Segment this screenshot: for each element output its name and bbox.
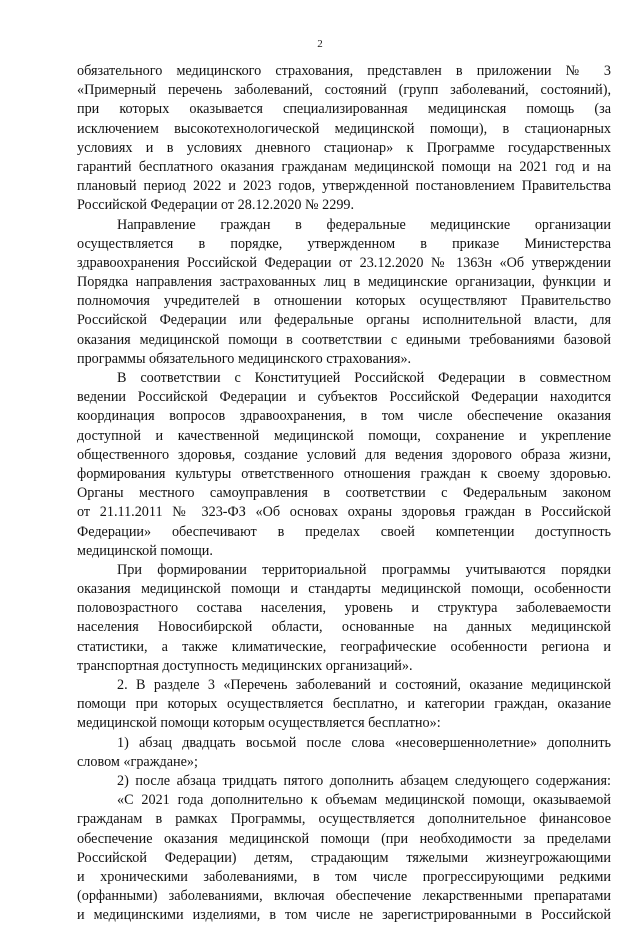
text-line: транспортная доступность медицинских организаций». xyxy=(77,657,413,674)
text-line: при которых оказывается специализированная медицинская помощь (за xyxy=(77,101,611,118)
text-line: исключением высокотехнологической медицинской помощи), в стационарных xyxy=(77,120,611,137)
text-line: Органы местного самоуправления в соответствии с Федеральным законом xyxy=(77,485,611,502)
text-line: половозрастного состава населения, уровень и структура заболеваемости xyxy=(77,600,611,617)
text-line: обязательного медицинского страхования, представлен в приложении № 3 xyxy=(77,63,611,79)
text-line: Направление граждан в федеральные медицинские организации xyxy=(117,216,611,233)
text-line: оказания медицинской помощи в соответствии с едиными требованиями базовой xyxy=(77,331,611,348)
text-line: 2. В разделе 3 «Перечень заболеваний и состояний, оказание медицинской xyxy=(117,677,611,693)
text-line: программы обязательного медицинского страхования». xyxy=(77,350,412,367)
text-line: (орфанными) заболеваниями, включая обеспечение лекарственными препаратами xyxy=(77,888,611,905)
text-line: медицинской помощи. xyxy=(77,542,213,559)
text-line: Порядка направления застрахованных лиц в медицинские организации, функции и xyxy=(77,274,611,291)
text-line: населения Новосибирской области, основанные на данных медицинской xyxy=(77,619,611,636)
text-line: В соответствии с Конституцией Российской Федерации в совместном xyxy=(117,370,611,386)
text-line: помощи при которых осуществляется бесплатно, и категории граждан, оказание xyxy=(77,696,611,713)
text-line: здравоохранения Российской Федерации от 23.12.2020 № 1363н «Об утверждении xyxy=(77,254,611,271)
text-line: Федерации» обеспечивают в пределах своей компетенции доступность xyxy=(77,523,611,540)
text-line: от 21.11.2011 № 323-ФЗ «Об основах охраны здоровья граждан в Российской xyxy=(77,504,611,521)
page-number: 2 xyxy=(317,38,323,50)
text-line: общественного здоровья, создание условий для ведения здорового образа жизни, xyxy=(77,446,611,463)
text-line: полномочия учредителей в отношении которых осуществляют Правительство xyxy=(77,293,611,310)
text-line: условиях и в условиях дневного стационар» к Программе государственных xyxy=(77,139,611,156)
text-line: и хроническими заболеваниями, в том числе прогрессирующими редкими xyxy=(77,868,611,885)
text-line: ведении Российской Федерации и субъектов Российской Федерации находится xyxy=(77,389,611,406)
text-line: Российской Федерации или федеральные органы исполнительной власти, для xyxy=(77,312,611,329)
text-line: координация вопросов здравоохранения, в том числе обеспечение оказания xyxy=(77,408,611,425)
text-line: и медицинскими изделиями, в том числе не зарегистрированными в Российской xyxy=(77,907,611,924)
text-line: осуществляется в порядке, утвержденном в приказе Министерства xyxy=(77,235,611,252)
text-line: Российской Федерации от 28.12.2020 № 2299. xyxy=(77,197,355,214)
text-line: 1) абзац двадцать восьмой после слова «несовершеннолетние» дополнить xyxy=(117,734,611,751)
text-line: медицинской помощи которым осуществляется бесплатно»: xyxy=(77,715,441,732)
text-line: «С 2021 года дополнительно к объемам медицинской помощи, оказываемой xyxy=(117,792,611,809)
text-line: При формировании территориальной программы учитываются порядки xyxy=(117,561,611,578)
text-line: 2) после абзаца тридцать пятого дополнить абзацем следующего содержания: xyxy=(117,772,611,789)
text-line: оказания медицинской помощи и стандарты медицинской помощи, особенности xyxy=(77,581,611,598)
text-line: обеспечение оказания медицинской помощи (при необходимости за пределами xyxy=(77,830,611,847)
text-line: статистики, а также климатические, географические особенности региона и xyxy=(77,638,611,655)
text-line: плановый период 2022 и 2023 годов, утвержденной постановлением Правительства xyxy=(77,178,611,195)
text-line: гарантий бесплатного оказания гражданам медицинской помощи на 2021 год и на xyxy=(77,158,611,175)
text-line: Российской Федерации) детям, страдающим тяжелыми жизнеугрожающими xyxy=(77,849,611,866)
document-body xyxy=(77,62,611,925)
text-line: гражданам в рамках Программы, осуществляется дополнительное финансовое xyxy=(77,811,611,828)
text-line: формирования культуры ответственного отношения граждан к своему здоровью. xyxy=(77,465,611,482)
text-line: доступной и качественной медицинской помощи, сохранение и укрепление xyxy=(77,427,611,444)
text-line: словом «граждане»; xyxy=(77,753,198,770)
text-line: «Примерный перечень заболеваний, состояний (групп заболеваний, состояний), xyxy=(77,82,611,99)
